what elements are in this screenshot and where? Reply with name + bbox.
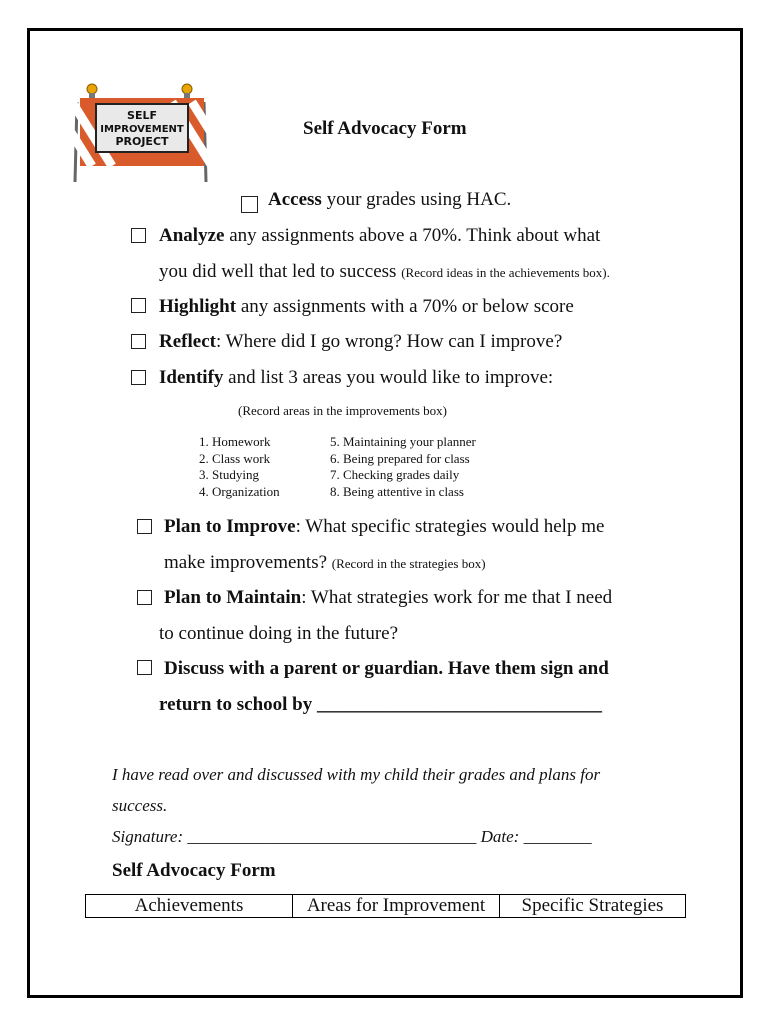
- reflect-text: : Where did I go wrong? How can I improve?: [215, 331, 563, 352]
- access-checkbox[interactable]: [241, 196, 258, 213]
- reflect-label: Reflect: [159, 331, 216, 352]
- road-barricade-logo: [72, 82, 212, 186]
- list-item: 8. Being attentive in class: [330, 483, 464, 499]
- areas-list-left: [199, 434, 280, 500]
- reflect-checkbox[interactable]: [131, 334, 146, 349]
- discuss-item: Discuss with a parent or guardian. Have them sign and: [164, 658, 609, 679]
- plan-improve-text: : What specific strategies would help me: [295, 516, 605, 537]
- summary-table: [85, 894, 686, 918]
- return-by-line: return to school by ______________________________: [159, 694, 602, 715]
- analyze-checkbox[interactable]: [131, 228, 146, 243]
- analyze-item: [159, 225, 600, 247]
- analyze-label: Analyze: [159, 225, 225, 246]
- analyze-line2: [159, 261, 610, 283]
- column-achievements: Achievements: [86, 895, 293, 918]
- list-item: 6. Being prepared for class: [330, 450, 470, 466]
- access-item: [268, 189, 511, 211]
- plan-maintain-label: Plan to Maintain: [164, 587, 302, 608]
- highlight-checkbox[interactable]: [131, 298, 146, 313]
- acknowledgement-text-2: success.: [112, 796, 168, 815]
- form-title: Self Advocacy Form: [303, 118, 467, 139]
- plan-improve-line2: [164, 552, 486, 574]
- summary-heading: Self Advocacy Form: [112, 860, 276, 881]
- plan-maintain-text: : What strategies work for me that I need: [301, 587, 613, 608]
- logo-text-line1: SELF: [127, 109, 157, 122]
- list-item: 5. Maintaining your planner: [330, 434, 476, 449]
- identify-note: (Record areas in the improvements box): [238, 403, 448, 418]
- logo-text-line2: IMPROVEMENT: [100, 124, 184, 135]
- list-item: 2. Class work: [199, 450, 271, 466]
- signature-line[interactable]: Signature: __________________________________ Date: ________: [112, 827, 592, 846]
- acknowledgement-text: I have read over and discussed with my child their grades and plans for: [112, 765, 601, 784]
- analyze-note: (Record ideas in the achievements box).: [401, 265, 610, 280]
- plan-improve-note: (Record in the strategies box): [331, 556, 486, 571]
- highlight-item: [159, 296, 574, 318]
- highlight-text: any assignments with a 70% or below score: [236, 296, 574, 317]
- identify-checkbox[interactable]: [131, 370, 146, 385]
- column-specific-strategies: Specific Strategies: [500, 895, 686, 918]
- access-label: Access: [268, 189, 322, 210]
- plan-improve-label: Plan to Improve: [164, 516, 296, 537]
- plan-improve-item: [164, 516, 604, 538]
- access-text: your grades using HAC.: [321, 189, 512, 210]
- identify-label: Identify: [159, 367, 224, 388]
- column-areas-for-improvement: Areas for Improvement: [293, 895, 500, 918]
- plan-improve-checkbox[interactable]: [137, 519, 152, 534]
- analyze-text: any assignments above a 70%. Think about what: [224, 225, 601, 246]
- list-item: 7. Checking grades daily: [330, 467, 460, 482]
- areas-list-right: [330, 434, 476, 500]
- discuss-checkbox[interactable]: [137, 660, 152, 675]
- plan-maintain-line2: to continue doing in the future?: [159, 623, 399, 644]
- identify-item: [159, 367, 553, 389]
- plan-maintain-item: [164, 587, 612, 609]
- plan-maintain-checkbox[interactable]: [137, 590, 152, 605]
- reflect-item: [159, 331, 562, 353]
- list-item: 3. Studying: [199, 467, 259, 482]
- identify-text: and list 3 areas you would like to improve:: [223, 367, 554, 388]
- highlight-label: Highlight: [159, 296, 237, 317]
- plan-improve-text-2: make improvements?: [164, 552, 332, 573]
- logo-text-line3: PROJECT: [115, 135, 169, 148]
- analyze-text-2: you did well that led to success: [159, 261, 402, 282]
- list-item: 4. Organization: [199, 483, 280, 499]
- list-item: 1. Homework: [199, 434, 271, 449]
